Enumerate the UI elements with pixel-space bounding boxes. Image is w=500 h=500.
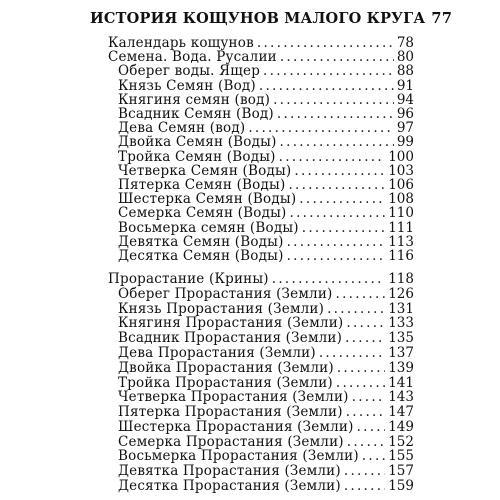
toc-subentry — [118, 347, 414, 361]
toc-entry-label: Восьмерка Прорастания (Земли) — [118, 448, 359, 464]
toc-entry-label: Восьмерка семян (Воды) — [118, 220, 299, 236]
toc-subentry — [118, 332, 414, 346]
toc-entry-page: 135 — [388, 330, 414, 346]
toc-subentry — [118, 250, 414, 264]
toc-entry-page: 106 — [388, 177, 414, 193]
toc-entry-label: Девятка Семян (Воды) — [118, 234, 284, 250]
dot-leader — [279, 151, 386, 165]
toc-entry-page: 133 — [388, 315, 414, 331]
toc-entry-label: Десятка Семян (Воды) — [118, 248, 284, 264]
toc-chapter-heading — [90, 10, 453, 27]
dot-leader — [357, 421, 386, 435]
toc-entry-page: 143 — [388, 389, 414, 405]
toc-entry-label: Десятка Прорастания (Земли) — [118, 478, 341, 494]
toc-entry-label: Княгиня семян (вод) — [118, 92, 271, 108]
toc-entry-page: 126 — [388, 286, 414, 302]
dot-leader — [290, 207, 386, 221]
dot-leader — [352, 391, 386, 405]
dot-leader — [263, 65, 394, 79]
toc-entry-label: Дева Прорастания (Земли) — [118, 345, 316, 361]
toc-entry-page: 96 — [396, 106, 414, 122]
toc-entry-label: Тройка Семян (Воды) — [118, 149, 276, 165]
toc-entry-label: Календарь кощунов — [108, 35, 254, 51]
toc-entry-label: Семерка Прорастания (Земли) — [118, 434, 344, 450]
toc-entry-label: Тройка Прорастания (Земли) — [118, 375, 333, 391]
toc-entry-label: Четверка Семян (Воды) — [118, 163, 292, 179]
toc-subentry — [118, 465, 414, 479]
toc-entry-label: Двойка Прорастания (Земли) — [118, 360, 334, 376]
toc-entry-page: 139 — [388, 360, 414, 376]
dot-leader — [288, 179, 385, 193]
toc-subentry — [118, 480, 414, 494]
toc-entry-label: Всадник Прорастания (Земли) — [118, 330, 343, 346]
toc-subentry — [118, 406, 414, 420]
toc-subentry — [118, 65, 414, 79]
toc-subentry — [118, 136, 414, 150]
toc-entry-page: 159 — [388, 478, 414, 494]
toc-entry-label: Княгиня Прорастания (Земли) — [118, 315, 344, 331]
toc-entry-label: Двойка Семян (Воды) — [118, 134, 277, 150]
toc-entry-label: Всадник Семян (Вод) — [118, 106, 274, 122]
toc-entry-label: Князь Семян (Вод) — [118, 78, 256, 94]
toc-entry-page: 103 — [388, 163, 414, 179]
toc-entry-page: 116 — [388, 248, 414, 264]
toc-entry-label: Князь Прорастания (Земли) — [118, 301, 325, 317]
toc-entry-page: 149 — [388, 419, 414, 435]
toc-entry-label: Пятерка Семян (Воды) — [118, 177, 286, 193]
toc-entry-label: Прорастание (Крины) — [108, 271, 269, 287]
toc-entry-label: Шестерка Семян (Воды) — [118, 191, 297, 207]
toc-section-entry — [108, 273, 414, 287]
toc-entry-page: 118 — [388, 271, 414, 287]
dot-leader — [302, 222, 385, 236]
dot-leader — [337, 362, 385, 376]
toc-entry-page: 99 — [396, 134, 414, 150]
dot-leader — [257, 37, 394, 51]
toc-entry-label: Девятка Прорастания (Земли) — [118, 463, 341, 479]
toc-entry-page: 113 — [388, 234, 414, 250]
dot-leader — [345, 332, 385, 346]
toc-entry-page: 141 — [388, 375, 414, 391]
toc-entry-page: 147 — [388, 404, 414, 420]
toc-entry-label: Пятерка Прорастания (Земли) — [118, 404, 343, 420]
toc-subentry — [118, 288, 414, 302]
dot-leader — [273, 94, 394, 108]
toc-entry-page: 100 — [388, 149, 414, 165]
toc-entry-page: 131 — [388, 301, 414, 317]
dot-leader — [272, 273, 385, 287]
dot-leader — [346, 317, 385, 331]
dot-leader — [280, 136, 394, 150]
dot-leader — [299, 193, 385, 207]
dot-leader — [277, 108, 394, 122]
toc-entry-page: 80 — [396, 49, 414, 65]
toc-entry-page: 94 — [396, 92, 414, 108]
dot-leader — [344, 480, 385, 494]
toc-subentry — [118, 450, 414, 464]
toc-entry-page: 152 — [388, 434, 414, 450]
toc-entry-page: 137 — [388, 345, 414, 361]
toc-entry-page: 88 — [396, 63, 414, 79]
dot-leader — [294, 165, 385, 179]
toc-entry-page: 91 — [396, 78, 414, 94]
dot-leader — [319, 347, 385, 361]
dot-leader — [362, 450, 385, 464]
toc-entry-page: 111 — [388, 220, 414, 236]
dot-leader — [259, 80, 394, 94]
dot-leader — [344, 465, 385, 479]
toc-chapter-title: ИСТОРИЯ КОЩУНОВ МАЛОГО КРУГА — [90, 10, 426, 27]
toc-entry-label: Семена. Вода. Русалии — [108, 49, 277, 65]
toc-subentry — [118, 362, 414, 376]
toc-subentry — [118, 317, 414, 331]
toc-entry-page: 155 — [388, 448, 414, 464]
dot-leader — [346, 406, 386, 420]
toc-entry-page: 157 — [388, 463, 414, 479]
toc-subentry — [118, 207, 414, 221]
dot-leader — [280, 51, 394, 65]
dot-leader — [287, 250, 386, 264]
toc-subentry — [118, 421, 414, 435]
toc-entry-label: Шестерка Прорастания (Земли) — [118, 419, 354, 435]
toc-entry-page: 108 — [388, 191, 414, 207]
toc-entry-page: 97 — [396, 120, 414, 136]
toc-entry-label: Четверка Прорастания (Земли) — [118, 389, 349, 405]
toc-entry-page: 78 — [396, 35, 414, 51]
toc-chapter-page: 77 — [431, 10, 453, 27]
dot-leader — [287, 236, 386, 250]
toc-subentry — [118, 391, 414, 405]
toc-entry-label: Дева Семян (вод) — [118, 120, 246, 136]
toc-entry-label: Семерка Семян (Воды) — [118, 205, 287, 221]
dot-leader — [336, 288, 386, 302]
toc-entry-page: 110 — [388, 205, 414, 221]
toc-entry-label: Оберег воды. Ящер — [118, 63, 261, 79]
toc-entry-label: Оберег Прорастания (Земли) — [118, 286, 333, 302]
